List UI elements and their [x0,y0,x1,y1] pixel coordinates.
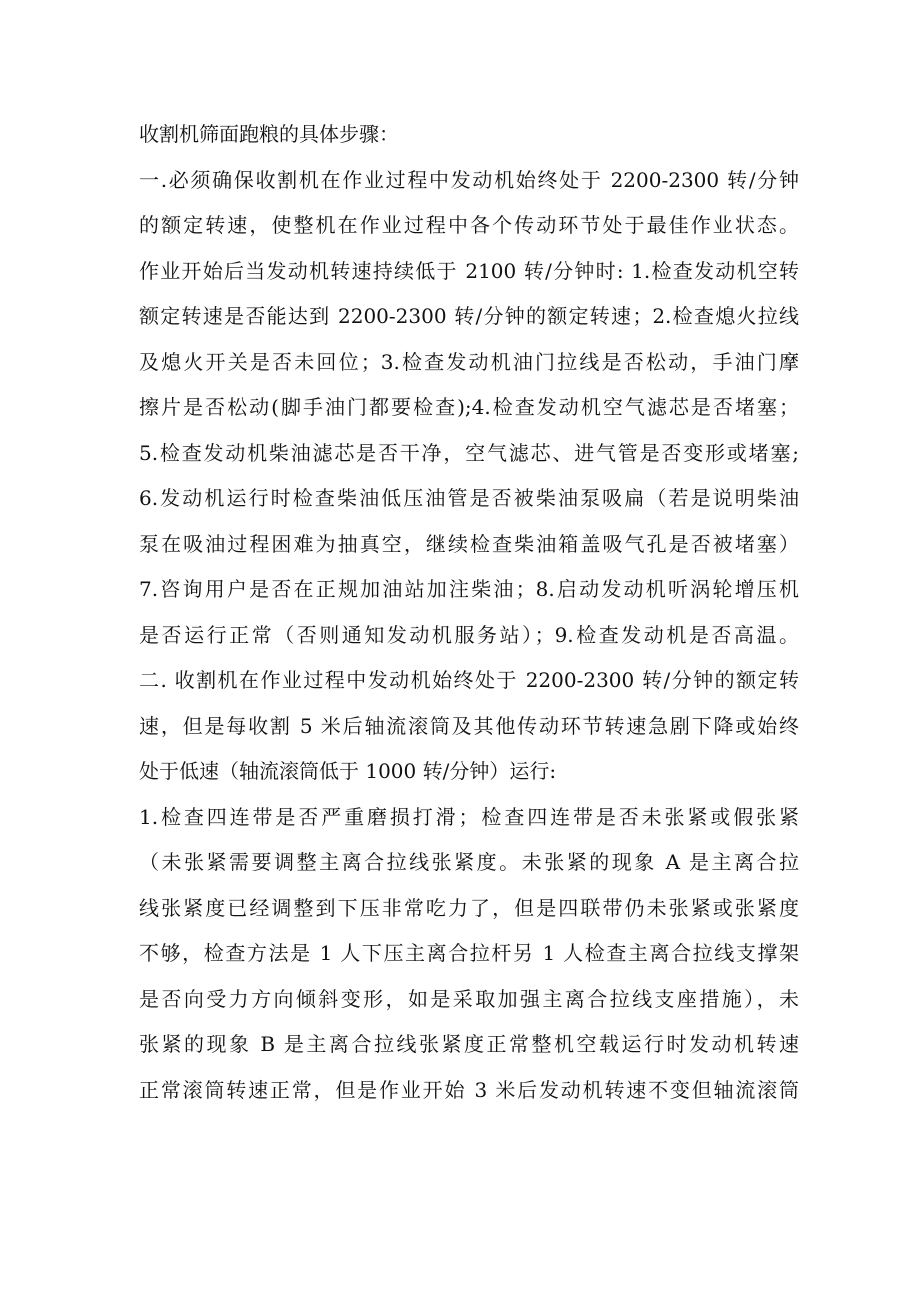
document-body [139,112,799,1113]
text-line: 处于低速（轴流滚筒低于 1000 转/分钟）运行: [139,759,557,783]
text-line: 是否向受力方向倾斜变形，如是采取加强主离合拉线支座措施），未 [139,986,799,1011]
text-line: 7.咨询用户是否在正规加油站加注柴油；8.启动发动机听涡轮增压机 [139,577,799,601]
text-line: 是否运行正常（否则通知发动机服务站）；9.检查发动机是否高温。 [139,622,799,647]
text-line: 二. 收割机在作业过程中发动机始终处于 2200-2300 转/分钟的额定转 [139,668,799,692]
text-line: 1.检查四连带是否严重磨损打滑；检查四连带是否未张紧或假张紧 [139,804,799,829]
text-line: 及熄火开关是否未回位；3.检查发动机油门拉线是否松动，手油门摩 [139,349,799,374]
text-line: 作业开始后当发动机转速持续低于 2100 转/分钟时: 1.检查发动机空转 [139,258,799,283]
text-line: 6.发动机运行时检查柴油低压油管是否被柴油泵吸扁（若是说明柴油 [139,486,799,510]
text-line: 的额定转速，使整机在作业过程中各个传动环节处于最佳作业状态。 [139,213,799,237]
text-line: 张紧的现象 B 是主离合拉线张紧度正常整机空载运行时发动机转速 [139,1032,799,1056]
text-line: 正常滚筒转速正常，但是作业开始 3 米后发动机转速不变但轴流滚筒 [139,1077,799,1102]
text-line: 额定转速是否能达到 2200-2300 转/分钟的额定转速；2.检查熄火拉线 [139,304,799,328]
text-line: 泵在吸油过程困难为抽真空，继续检查柴油箱盖吸气孔是否被堵塞） [139,531,799,556]
text-line: 5.检查发动机柴油滤芯是否干净，空气滤芯、进气管是否变形或堵塞; [139,440,799,465]
text-line: 不够，检查方法是 1 人下压主离合拉杆另 1 人检查主离合拉线支撑架 [139,941,799,965]
heading-line: 收割机筛面跑粮的具体步骤： [139,122,399,146]
text-line: 速，但是每收割 5 米后轴流滚筒及其他传动环节转速急剧下降或始终 [139,713,799,738]
text-line: （未张紧需要调整主离合拉线张紧度。未张紧的现象 A 是主离合拉 [139,850,799,874]
text-line: 线张紧度已经调整到下压非常吃力了，但是四联带仍未张紧或张紧度 [139,895,799,920]
text-line: 一.必须确保收割机在作业过程中发动机始终处于 2200-2300 转/分钟 [139,167,799,192]
text-line: 擦片是否松动(脚手油门都要检查);4.检查发动机空气滤芯是否堵塞； [139,395,799,419]
